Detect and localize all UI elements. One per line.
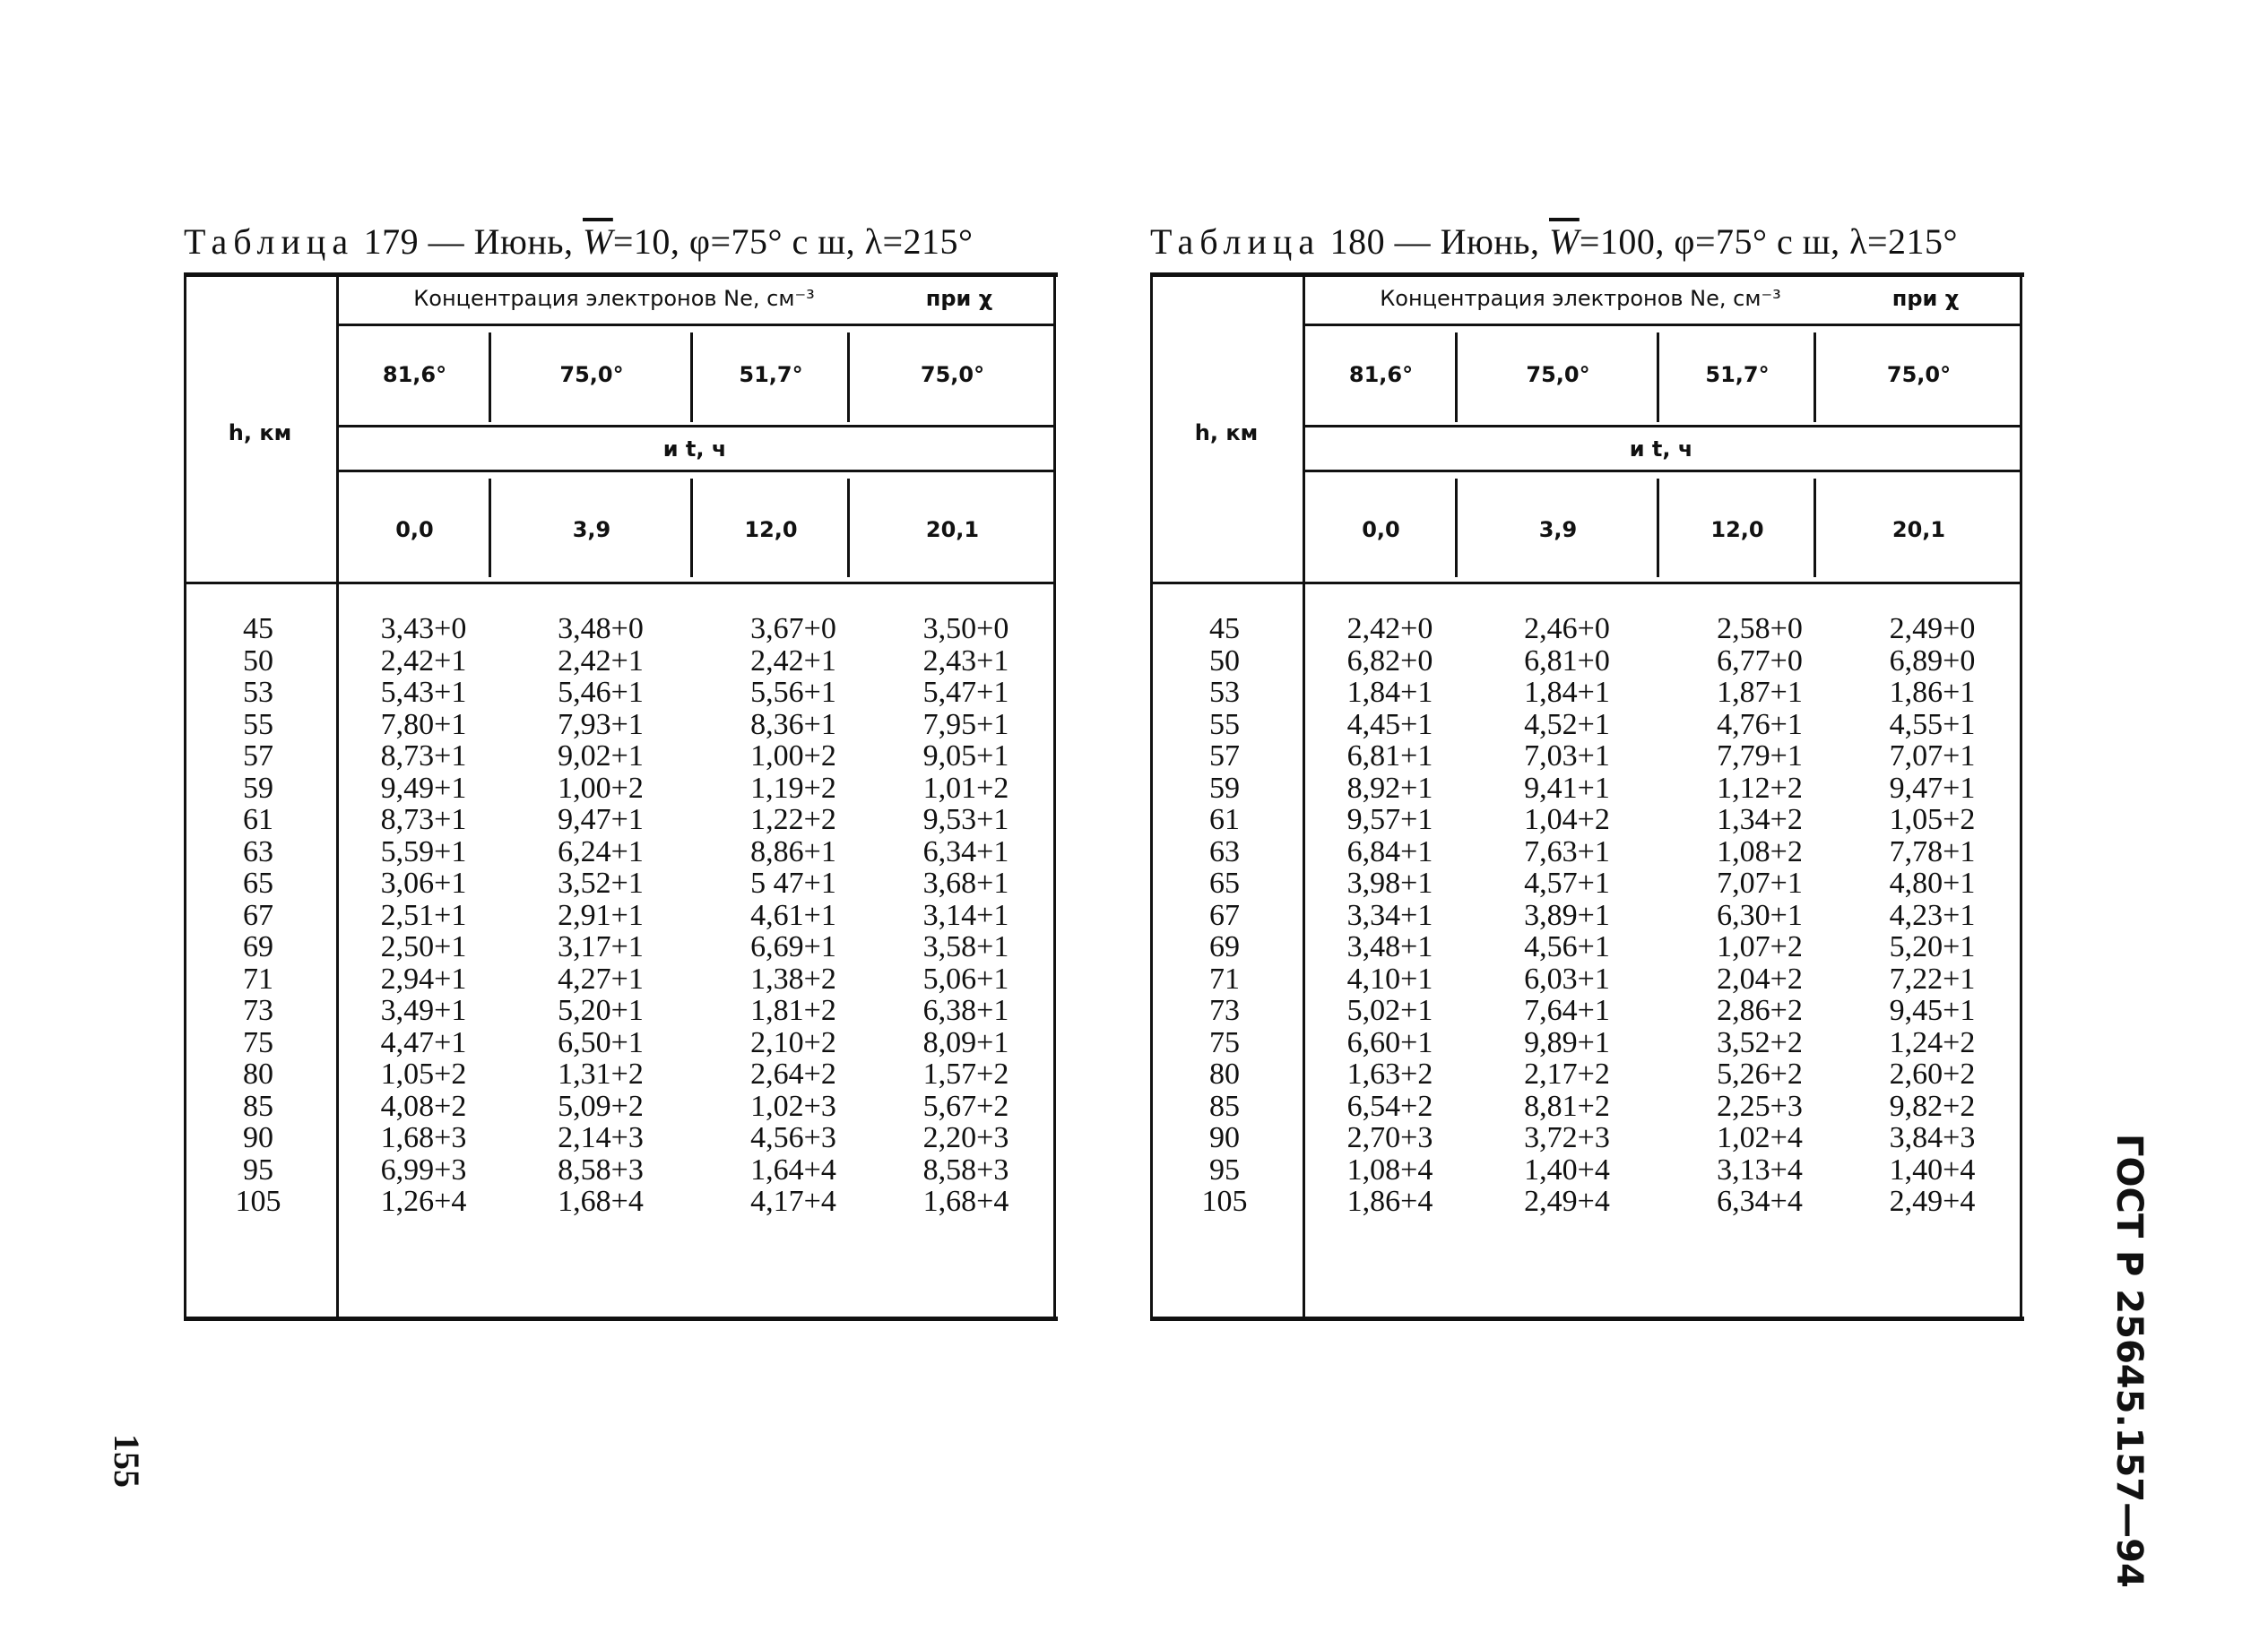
value-cell: 2,91+1	[558, 898, 644, 932]
value-cell: 2,25+3	[1717, 1089, 1803, 1123]
height-cell: 90	[243, 1121, 273, 1154]
t-value: 20,1	[925, 517, 980, 542]
table-row	[184, 1122, 1058, 1154]
table-row	[1150, 1154, 2024, 1187]
value-cell: 1,00+2	[750, 739, 836, 773]
value-cell: 8,81+2	[1524, 1089, 1610, 1123]
table-row	[1150, 1058, 2024, 1091]
value-cell: 3,17+1	[558, 930, 644, 963]
value-cell: 3,50+0	[922, 612, 1009, 645]
height-cell: 55	[243, 707, 273, 741]
value-cell: 1,26+4	[380, 1185, 467, 1218]
value-cell: 2,49+4	[1524, 1185, 1610, 1218]
value-cell: 1,08+2	[1717, 834, 1803, 868]
value-cell: 2,94+1	[380, 962, 467, 996]
value-cell: 6,77+0	[1717, 643, 1803, 678]
height-cell: 85	[1209, 1089, 1240, 1123]
value-cell: 3,89+1	[1524, 898, 1610, 932]
t-value: 0,0	[1362, 517, 1400, 542]
value-cell: 3,67+0	[750, 612, 836, 645]
table-row	[184, 931, 1058, 963]
concentration-header: Концентрация электронов Nе, см⁻³	[413, 286, 815, 311]
value-cell: 5,46+1	[558, 676, 644, 709]
value-cell: 6,34+4	[1717, 1185, 1803, 1218]
value-cell: 3,13+4	[1717, 1153, 1803, 1187]
value-cell: 6,81+1	[1346, 739, 1433, 773]
table-row	[1150, 900, 2024, 932]
header-rule	[1303, 425, 2020, 427]
height-cell: 50	[1209, 643, 1240, 678]
t-value: 3,9	[1538, 517, 1578, 542]
table-row	[1150, 773, 2024, 805]
height-cell: 45	[243, 612, 273, 645]
table-row	[184, 995, 1058, 1027]
standard-designation: ГОСТ Р 25645.157—94	[2108, 1134, 2150, 1588]
chi-col-divider	[847, 332, 850, 422]
value-cell: 1,57+2	[922, 1058, 1009, 1091]
height-cell: 69	[243, 930, 273, 963]
t-col-divider	[847, 479, 850, 577]
value-cell: 6,24+1	[558, 834, 644, 868]
table-row	[1150, 804, 2024, 836]
value-cell: 4,52+1	[1524, 707, 1610, 741]
pri-chi-header: при χ	[1891, 286, 1960, 311]
value-cell: 1,22+2	[750, 803, 836, 836]
value-cell: 5,20+1	[558, 994, 644, 1027]
table-row	[184, 900, 1058, 932]
value-cell: 7,63+1	[1524, 834, 1610, 868]
value-cell: 1,12+2	[1717, 771, 1803, 805]
value-cell: 2,49+4	[1889, 1185, 1976, 1218]
value-cell: 3,34+1	[1346, 898, 1433, 932]
table-caption	[184, 220, 1058, 263]
value-cell: 2,86+2	[1717, 994, 1803, 1027]
chi-value: 75,0°	[1886, 362, 1952, 387]
value-cell: 7,03+1	[1524, 739, 1610, 773]
value-cell: 9,57+1	[1346, 803, 1433, 836]
value-cell: 1,68+4	[922, 1185, 1009, 1218]
t-value: 20,1	[1891, 517, 1946, 542]
height-cell: 95	[1209, 1153, 1240, 1187]
height-cell: 90	[1209, 1121, 1240, 1154]
value-cell: 1,87+1	[1717, 676, 1803, 709]
value-cell: 9,02+1	[558, 739, 644, 773]
pri-chi-header: при χ	[925, 286, 993, 311]
chi-col-divider	[1814, 332, 1816, 422]
t-col-divider	[1814, 479, 1816, 577]
table-row	[1150, 995, 2024, 1027]
caption-lead: Таблица	[184, 221, 355, 262]
value-cell: 5,59+1	[380, 834, 467, 868]
value-cell: 8,58+3	[922, 1153, 1009, 1187]
value-cell: 3,58+1	[922, 930, 1009, 963]
table-row	[1150, 1091, 2024, 1123]
value-cell: 4,23+1	[1889, 898, 1976, 932]
value-cell: 6,60+1	[1346, 1025, 1433, 1059]
height-cell: 57	[243, 739, 273, 773]
value-cell: 2,20+3	[922, 1121, 1009, 1154]
caption-rest: 179 — Июнь,	[363, 221, 574, 262]
value-cell: 8,09+1	[922, 1025, 1009, 1059]
table-row	[184, 645, 1058, 678]
value-cell: 5,26+2	[1717, 1058, 1803, 1091]
value-cell: 1,68+4	[558, 1185, 644, 1218]
value-cell: 4,45+1	[1346, 707, 1433, 741]
value-cell: 1,31+2	[558, 1058, 644, 1091]
table-row	[184, 709, 1058, 741]
table-row	[1150, 677, 2024, 709]
height-cell: 80	[1209, 1058, 1240, 1091]
t-col-divider	[1657, 479, 1659, 577]
h-header: h, км	[228, 420, 292, 445]
value-cell: 9,45+1	[1889, 994, 1976, 1027]
value-cell: 1,08+4	[1346, 1153, 1433, 1187]
value-cell: 7,78+1	[1889, 834, 1976, 868]
height-cell: 105	[235, 1185, 281, 1218]
value-cell: 4,10+1	[1346, 962, 1433, 996]
value-cell: 2,64+2	[750, 1058, 836, 1091]
value-cell: 6,34+1	[922, 834, 1009, 868]
page-number: 155	[107, 1434, 147, 1488]
value-cell: 1,81+2	[750, 994, 836, 1027]
table-row	[1150, 931, 2024, 963]
value-cell: 9,47+1	[558, 803, 644, 836]
value-cell: 6,69+1	[750, 930, 836, 963]
value-cell: 9,49+1	[380, 771, 467, 805]
chi-col-divider	[1455, 332, 1458, 422]
value-cell: 2,42+1	[380, 643, 467, 678]
value-cell: 9,53+1	[922, 803, 1009, 836]
height-cell: 75	[243, 1025, 273, 1059]
chi-value: 81,6°	[382, 362, 447, 387]
value-cell: 1,64+4	[750, 1153, 836, 1187]
chi-value: 81,6°	[1348, 362, 1414, 387]
value-cell: 6,99+3	[380, 1153, 467, 1187]
table-row	[184, 1186, 1058, 1218]
height-cell: 73	[243, 994, 273, 1027]
value-cell: 2,10+2	[750, 1025, 836, 1059]
value-cell: 5,06+1	[922, 962, 1009, 996]
chi-value: 75,0°	[920, 362, 985, 387]
height-cell: 85	[243, 1089, 273, 1123]
table-row	[184, 773, 1058, 805]
table-row	[184, 677, 1058, 709]
value-cell: 2,58+0	[1717, 612, 1803, 645]
value-cell: 1,63+2	[1346, 1058, 1433, 1091]
value-cell: 7,80+1	[380, 707, 467, 741]
header-rule	[1303, 470, 2020, 472]
value-cell: 9,41+1	[1524, 771, 1610, 805]
value-cell: 1,86+4	[1346, 1185, 1433, 1218]
value-cell: 2,42+1	[558, 643, 644, 678]
table-row	[184, 1058, 1058, 1091]
value-cell: 9,82+2	[1889, 1089, 1976, 1123]
height-cell: 105	[1201, 1185, 1248, 1218]
chi-col-divider	[1657, 332, 1659, 422]
value-cell: 8,86+1	[750, 834, 836, 868]
height-cell: 63	[1209, 834, 1240, 868]
chi-value: 51,7°	[739, 362, 803, 387]
height-cell: 73	[1209, 994, 1240, 1027]
value-cell: 1,02+3	[750, 1089, 836, 1123]
value-cell: 1,68+3	[380, 1121, 467, 1154]
value-cell: 1,05+2	[380, 1058, 467, 1091]
value-cell: 2,04+2	[1717, 962, 1803, 996]
height-cell: 71	[243, 962, 273, 996]
value-cell: 2,17+2	[1524, 1058, 1610, 1091]
value-cell: 7,07+1	[1717, 867, 1803, 900]
value-cell: 3,49+1	[380, 994, 467, 1027]
value-cell: 6,81+0	[1524, 643, 1610, 678]
table-row	[184, 1091, 1058, 1123]
value-cell: 7,07+1	[1889, 739, 1976, 773]
value-cell: 5,43+1	[380, 676, 467, 709]
value-cell: 3,98+1	[1346, 867, 1433, 900]
t-col-divider	[690, 479, 693, 577]
value-cell: 2,42+0	[1346, 612, 1433, 645]
value-cell: 2,43+1	[922, 643, 1009, 678]
value-cell: 6,89+0	[1889, 643, 1976, 678]
value-cell: 6,54+2	[1346, 1089, 1433, 1123]
height-cell: 67	[243, 898, 273, 932]
value-cell: 1,07+2	[1717, 930, 1803, 963]
chi-col-divider	[489, 332, 491, 422]
value-cell: 2,14+3	[558, 1121, 644, 1154]
value-cell: 3,68+1	[922, 867, 1009, 900]
value-cell: 5,02+1	[1346, 994, 1433, 1027]
table-row	[1150, 1122, 2024, 1154]
caption-tail: =10, φ=75° с ш, λ=215°	[612, 221, 974, 262]
value-cell: 3,14+1	[922, 898, 1009, 932]
value-cell: 7,22+1	[1889, 962, 1976, 996]
chi-value: 75,0°	[1526, 362, 1590, 387]
value-cell: 5,09+2	[558, 1089, 644, 1123]
value-cell: 4,08+2	[380, 1089, 467, 1123]
value-cell: 1,38+2	[750, 962, 836, 996]
value-cell: 6,30+1	[1717, 898, 1803, 932]
table-row	[184, 1154, 1058, 1187]
value-cell: 2,60+2	[1889, 1058, 1976, 1091]
table-row	[184, 613, 1058, 645]
value-cell: 4,27+1	[558, 962, 644, 996]
value-cell: 2,70+3	[1346, 1121, 1433, 1154]
table-row	[1150, 963, 2024, 996]
height-cell: 80	[243, 1058, 273, 1091]
value-cell: 4,61+1	[750, 898, 836, 932]
header-rule	[336, 425, 1053, 427]
value-cell: 5,67+2	[922, 1089, 1009, 1123]
value-cell: 1,40+4	[1889, 1153, 1976, 1187]
height-cell: 65	[243, 867, 273, 900]
h-header: h, км	[1194, 420, 1259, 445]
height-cell: 65	[1209, 867, 1240, 900]
value-cell: 4,80+1	[1889, 867, 1976, 900]
caption-lead: Таблица	[1150, 221, 1321, 262]
value-cell: 3,84+3	[1889, 1121, 1976, 1154]
value-cell: 7,64+1	[1524, 994, 1610, 1027]
value-cell: 1,04+2	[1524, 803, 1610, 836]
table-row	[184, 740, 1058, 773]
table-row	[1150, 868, 2024, 900]
height-cell: 63	[243, 834, 273, 868]
t-value: 0,0	[395, 517, 434, 542]
value-cell: 4,55+1	[1889, 707, 1976, 741]
value-cell: 6,84+1	[1346, 834, 1433, 868]
height-cell: 71	[1209, 962, 1240, 996]
value-cell: 1,24+2	[1889, 1025, 1976, 1059]
value-cell: 2,51+1	[380, 898, 467, 932]
value-cell: 1,40+4	[1524, 1153, 1610, 1187]
header-bottom-rule	[1150, 582, 2020, 584]
header-rule	[1303, 324, 2020, 326]
value-cell: 2,49+0	[1889, 612, 1976, 645]
value-cell: 9,05+1	[922, 739, 1009, 773]
value-cell: 5 47+1	[750, 867, 836, 900]
value-cell: 6,38+1	[922, 994, 1009, 1027]
value-cell: 3,48+1	[1346, 930, 1433, 963]
height-cell: 50	[243, 643, 273, 678]
height-cell: 75	[1209, 1025, 1240, 1059]
value-cell: 8,73+1	[380, 803, 467, 836]
value-cell: 1,34+2	[1717, 803, 1803, 836]
t-value: 3,9	[572, 517, 611, 542]
and-t-header: и t, ч	[662, 436, 727, 462]
height-cell: 69	[1209, 930, 1240, 963]
table-row	[1150, 1186, 2024, 1218]
value-cell: 6,03+1	[1524, 962, 1610, 996]
concentration-header: Концентрация электронов Nе, см⁻³	[1380, 286, 1781, 311]
table-row	[1150, 836, 2024, 868]
value-cell: 1,84+1	[1346, 676, 1433, 709]
height-cell: 53	[243, 676, 273, 709]
value-cell: 2,46+0	[1524, 612, 1610, 645]
height-cell: 59	[1209, 771, 1240, 805]
t-value: 12,0	[1710, 517, 1764, 542]
header-rule	[336, 324, 1053, 326]
table-row	[1150, 613, 2024, 645]
value-cell: 4,57+1	[1524, 867, 1610, 900]
table-row	[184, 804, 1058, 836]
value-cell: 7,79+1	[1717, 739, 1803, 773]
value-cell: 1,84+1	[1524, 676, 1610, 709]
value-cell: 2,42+1	[750, 643, 836, 678]
value-cell: 8,92+1	[1346, 771, 1433, 805]
value-cell: 6,82+0	[1346, 643, 1433, 678]
value-cell: 9,47+1	[1889, 771, 1976, 805]
height-cell: 55	[1209, 707, 1240, 741]
value-cell: 3,43+0	[380, 612, 467, 645]
value-cell: 1,02+4	[1717, 1121, 1803, 1154]
value-cell: 4,56+3	[750, 1121, 836, 1154]
value-cell: 5,56+1	[750, 676, 836, 709]
table-row	[1150, 709, 2024, 741]
height-cell: 57	[1209, 739, 1240, 773]
table-row	[1150, 1027, 2024, 1059]
caption-w: $\overline{W}$	[583, 221, 613, 262]
chi-value: 75,0°	[559, 362, 624, 387]
caption-tail: =100, φ=75° с ш, λ=215°	[1579, 221, 1959, 262]
table-row	[1150, 645, 2024, 678]
t-value: 12,0	[744, 517, 798, 542]
value-cell: 3,06+1	[380, 867, 467, 900]
value-cell: 4,56+1	[1524, 930, 1610, 963]
header-rule	[336, 470, 1053, 472]
header-bottom-rule	[184, 582, 1053, 584]
caption-w: $\overline{W}$	[1549, 221, 1580, 262]
table-row	[1150, 740, 2024, 773]
chi-col-divider	[690, 332, 693, 422]
t-col-divider	[489, 479, 491, 577]
height-cell: 95	[243, 1153, 273, 1187]
value-cell: 1,86+1	[1889, 676, 1976, 709]
t-col-divider	[1455, 479, 1458, 577]
value-cell: 2,50+1	[380, 930, 467, 963]
value-cell: 8,73+1	[380, 739, 467, 773]
table-row	[184, 1027, 1058, 1059]
height-cell: 67	[1209, 898, 1240, 932]
value-cell: 4,17+4	[750, 1185, 836, 1218]
value-cell: 1,00+2	[558, 771, 644, 805]
value-cell: 3,52+2	[1717, 1025, 1803, 1059]
value-cell: 7,95+1	[922, 707, 1009, 741]
value-cell: 3,48+0	[558, 612, 644, 645]
value-cell: 1,05+2	[1889, 803, 1976, 836]
chi-value: 51,7°	[1705, 362, 1770, 387]
value-cell: 8,36+1	[750, 707, 836, 741]
value-cell: 4,76+1	[1717, 707, 1803, 741]
value-cell: 3,72+3	[1524, 1121, 1610, 1154]
value-cell: 1,01+2	[922, 771, 1009, 805]
height-cell: 59	[243, 771, 273, 805]
value-cell: 1,19+2	[750, 771, 836, 805]
table-row	[184, 868, 1058, 900]
value-cell: 6,50+1	[558, 1025, 644, 1059]
caption-rest: 180 — Июнь,	[1329, 221, 1540, 262]
table-row	[184, 836, 1058, 868]
value-cell: 5,47+1	[922, 676, 1009, 709]
value-cell: 9,89+1	[1524, 1025, 1610, 1059]
value-cell: 8,58+3	[558, 1153, 644, 1187]
table-caption	[1150, 220, 2024, 263]
height-cell: 45	[1209, 612, 1240, 645]
value-cell: 5,20+1	[1889, 930, 1976, 963]
height-cell: 61	[1209, 803, 1240, 836]
value-cell: 7,93+1	[558, 707, 644, 741]
table-row	[184, 963, 1058, 996]
value-cell: 4,47+1	[380, 1025, 467, 1059]
height-cell: 53	[1209, 676, 1240, 709]
and-t-header: и t, ч	[1629, 436, 1693, 462]
height-cell: 61	[243, 803, 273, 836]
value-cell: 3,52+1	[558, 867, 644, 900]
